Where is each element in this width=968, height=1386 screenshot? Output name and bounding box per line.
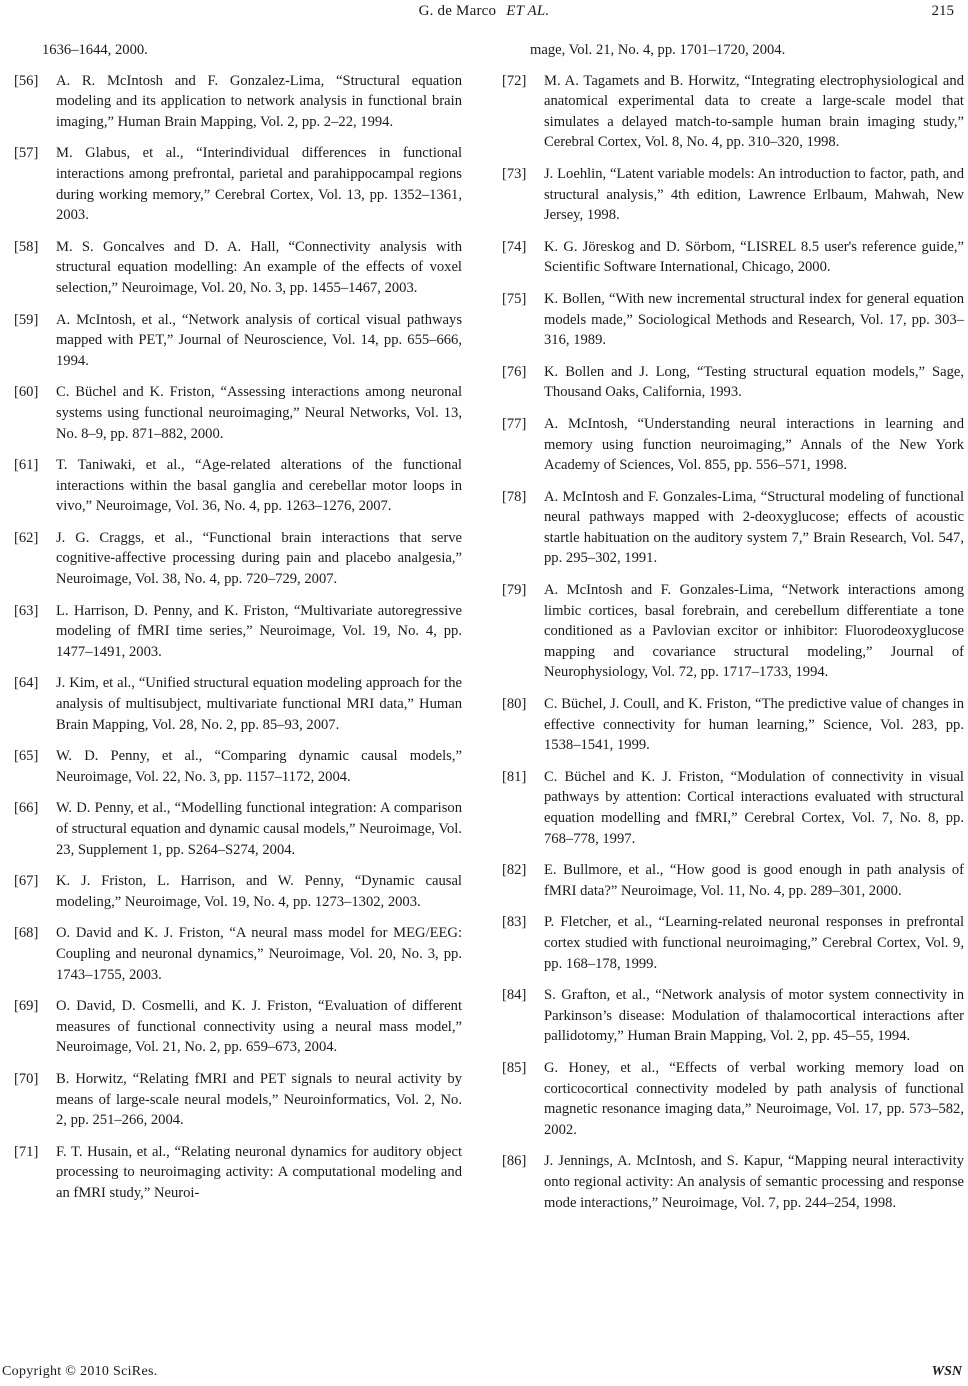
reference-number: [61] xyxy=(14,457,39,474)
reference-number: [73] xyxy=(502,165,527,182)
reference-number: [78] xyxy=(502,488,527,505)
reference-entry xyxy=(14,237,462,299)
reference-number: [70] xyxy=(14,1070,39,1087)
reference-entry xyxy=(502,694,964,756)
reference-text: C. Büchel and K. Friston, “Assessing interactions among neuronal systems using functional neuroimaging,” Neural Networks, Vol. 13, No. 8–9, pp. 871–882, 2000. xyxy=(56,384,462,442)
reference-entry xyxy=(502,71,964,153)
reference-number: [81] xyxy=(502,768,527,785)
reference-entry xyxy=(502,414,964,476)
reference-number: [75] xyxy=(502,290,527,307)
reference-number: [76] xyxy=(502,363,527,380)
reference-entry xyxy=(502,362,964,403)
page-footer xyxy=(0,1362,968,1384)
reference-number: [68] xyxy=(14,925,39,942)
reference-number xyxy=(502,40,530,61)
reference-entry xyxy=(502,289,964,351)
copyright-notice: Copyright © 2010 SciRes. xyxy=(2,1364,158,1379)
reference-number: [85] xyxy=(502,1059,527,1076)
reference-text: A. R. McIntosh and F. Gonzalez-Lima, “Structural equation modeling and its application to network analysis in functional brain imaging,” Human Brain Mapping, Vol. 2, pp. 2–22, 1994. xyxy=(56,72,462,130)
reference-number: [66] xyxy=(14,800,39,817)
reference-entry xyxy=(14,871,462,912)
reference-text: J. Loehlin, “Latent variable models: An introduction to factor, path, and structural analysis,” 4th edition, Lawrence Erlbaum, Mahwah, New Jersey, 1998. xyxy=(544,165,964,224)
reference-entry xyxy=(502,912,964,974)
reference-text: J. Jennings, A. McIntosh, and S. Kapur, “Mapping neural interactivity onto regional activity: An analysis of semantic processing and response mode interactions,” Neuroimage, Vol. 7, pp. 244–254, 1998. xyxy=(544,1153,964,1211)
reference-text: J. G. Craggs, et al., “Functional brain interactions that serve cognitive-affective processing during pain and placebo analgesia,” Neuroimage, Vol. 38, No. 4, pp. 720–729, 2007. xyxy=(56,529,462,588)
reference-number xyxy=(14,40,42,61)
reference-number: [86] xyxy=(502,1153,527,1170)
reference-text: A. McIntosh and F. Gonzales-Lima, “Structural modeling of functional neural pathways mapped with 2-deoxyglucose; effects of acoustic startle habituation on the auditory system 7,” Brain Research, Vol. 547, pp. 295–302, 1991. xyxy=(544,488,964,567)
reference-text: A. McIntosh, “Understanding neural interactions in learning and memory using function neuroimaging,” Annals of the New York Academy of Sciences, Vol. 855, pp. 556–571, 1998. xyxy=(544,415,964,474)
reference-text: K. G. Jöreskog and D. Sörbom, “LISREL 8.5 user's reference guide,” Scientific Software International, Chicago, 2000. xyxy=(544,238,964,276)
reference-number: [83] xyxy=(502,914,527,931)
reference-entry xyxy=(14,71,462,133)
reference-text: J. Kim, et al., “Unified structural equation modeling approach for the analysis of multisubject, multivariate functional MRI data,” Human Brain Mapping, Vol. 28, No. 2, pp. 85–93, 2007. xyxy=(56,675,462,733)
reference-entry xyxy=(14,382,462,444)
reference-number: [65] xyxy=(14,748,39,765)
reference-number: [57] xyxy=(14,145,39,162)
reference-number: [74] xyxy=(502,238,527,255)
reference-text: W. D. Penny, et al., “Modelling functional integration: A comparison of structural equation and dynamic causal models,” Neuroimage, Vol. 23, Supplement 1, pp. S264–S274, 2004. xyxy=(56,800,462,858)
reference-entry xyxy=(14,746,462,787)
reference-number: [80] xyxy=(502,696,527,713)
reference-text: S. Grafton, et al., “Network analysis of motor system connectivity in Parkinson’s disease: Modulation of thalamocortical interactions after pallidotomy,” Human Brain Mapping, Vol. 2, pp. 45–55, 1994. xyxy=(544,987,964,1045)
reference-entry xyxy=(14,798,462,860)
reference-entry xyxy=(14,40,462,61)
reference-entry xyxy=(14,1069,462,1131)
reference-number: [60] xyxy=(14,384,39,401)
reference-text: O. David, D. Cosmelli, and K. J. Friston, “Evaluation of different measures of functional connectivity using a neural mass model,” Neuroimage, Vol. 21, No. 2, pp. 659–673, 2004. xyxy=(56,998,462,1056)
reference-number: [84] xyxy=(502,987,527,1004)
reference-entry xyxy=(502,767,964,849)
reference-entry xyxy=(14,601,462,663)
reference-entry xyxy=(502,40,964,61)
reference-text: M. Glabus, et al., “Interindividual differences in functional interactions among prefrontal, parietal and parahippocampal regions during working memory,” Cerebral Cortex, Vol. 13, pp. 1352–1361, 2003. xyxy=(56,145,462,224)
reference-number: [82] xyxy=(502,862,527,879)
reference-entry xyxy=(502,237,964,278)
reference-number: [69] xyxy=(14,998,39,1015)
reference-text: C. Büchel and K. J. Friston, “Modulation of connectivity in visual pathways by attention: Cortical interactions evaluated with structural equation modelling and fMRI,” Cerebral Cortex, Vol. 7, No. 8, pp. 768–778, 1997. xyxy=(544,768,964,847)
reference-text: 1636–1644, 2000. xyxy=(42,42,148,58)
journal-abbreviation: WSN xyxy=(931,1364,962,1379)
reference-text: mage, Vol. 21, No. 4, pp. 1701–1720, 2004. xyxy=(530,42,786,58)
reference-text: O. David and K. J. Friston, “A neural mass model for MEG/EEG: Coupling and neuronal dynamics,” Neuroimage, Vol. 20, No. 3, pp. 1743–1755, 2003. xyxy=(56,925,462,983)
reference-entry xyxy=(502,1151,964,1213)
reference-number: [71] xyxy=(14,1143,39,1160)
reference-text: B. Horwitz, “Relating fMRI and PET signals to neural activity by means of large-scale neural models,” Neuroinformatics, Vol. 2, No. 2, pp. 251–266, 2004. xyxy=(56,1070,462,1129)
reference-number: [56] xyxy=(14,72,39,89)
reference-number: [63] xyxy=(14,602,39,619)
reference-entry xyxy=(502,580,964,683)
reference-number: [67] xyxy=(14,873,39,890)
reference-entry xyxy=(502,164,964,226)
references-left-column xyxy=(14,40,462,1215)
page-number: 215 xyxy=(931,3,954,19)
running-head xyxy=(0,0,968,22)
reference-number: [79] xyxy=(502,582,527,599)
reference-entry xyxy=(14,996,462,1058)
reference-number: [58] xyxy=(14,238,39,255)
reference-entry xyxy=(14,923,462,985)
reference-entry xyxy=(14,528,462,590)
reference-text: F. T. Husain, et al., “Relating neuronal dynamics for auditory object processing to neuroimaging activity: A computational modeling and an fMRI study,” Neuroi- xyxy=(56,1143,462,1201)
reference-text: K. Bollen, “With new incremental structural index for general equation models made,” Sociological Methods and Research, Vol. 17, pp. 303–316, 1989. xyxy=(544,290,964,349)
reference-entry xyxy=(14,455,462,517)
reference-number: [59] xyxy=(14,311,39,328)
reference-entry xyxy=(14,673,462,735)
reference-number: [72] xyxy=(502,72,527,89)
reference-entry xyxy=(14,143,462,225)
running-head-etal: ET AL. xyxy=(506,3,550,19)
reference-text: M. S. Goncalves and D. A. Hall, “Connectivity analysis with structural equation modelling: An example of the effects of voxel selection,” Neuroimage, Vol. 20, No. 3, pp. 1455–1467, 2003. xyxy=(56,238,462,296)
reference-text: L. Harrison, D. Penny, and K. Friston, “Multivariate autoregressive modeling of fMRI time series,” Neuroimage, Vol. 19, No. 4, pp. 1477–1491, 2003. xyxy=(56,602,462,660)
reference-text: T. Taniwaki, et al., “Age-related alterations of the functional interactions within the basal ganglia and cerebellar motor loops in vivo,” Neuroimage, Vol. 36, No. 4, pp. 1263–1276, 2007. xyxy=(56,457,462,515)
page-header xyxy=(0,0,968,26)
reference-text: G. Honey, et al., “Effects of verbal working memory load on corticocortical connectivity modeled by path analysis of functional magnetic resonance imaging data,” Neuroimage, Vol. 17, pp. 573–582, 2002. xyxy=(544,1059,964,1138)
reference-number: [62] xyxy=(14,529,39,546)
reference-number: [64] xyxy=(14,675,39,692)
reference-number: [77] xyxy=(502,415,527,432)
reference-text: M. A. Tagamets and B. Horwitz, “Integrating electrophysiological and anatomical experimental data to create a large-scale model that simulates a delayed match-to-sample human brain imaging study,” Cerebral Cortex, Vol. 8, No. 4, pp. 310–320, 1998. xyxy=(544,72,964,151)
reference-text: A. McIntosh and F. Gonzales-Lima, “Network interactions among limbic cortices, basal forebrain, and cerebellum differentiate a tone conditioned as a Pavlovian excitor or inhibitor: Fluorodeoxyglucose mapping and covariance structural modeling,” Journal of Neurophysiology, Vol. 72, pp. 1717–1733, 1994. xyxy=(544,582,964,681)
reference-entry xyxy=(502,860,964,901)
reference-text: W. D. Penny, et al., “Comparing dynamic causal models,” Neuroimage, Vol. 22, No. 3, pp. 1157–1172, 2004. xyxy=(56,748,462,785)
reference-entry xyxy=(502,985,964,1047)
reference-text: K. J. Friston, L. Harrison, and W. Penny, “Dynamic causal modeling,” Neuroimage, Vol. 19, No. 4, pp. 1273–1302, 2003. xyxy=(56,873,462,910)
reference-entry xyxy=(502,487,964,569)
running-head-author: G. de Marco xyxy=(418,3,497,19)
reference-entry xyxy=(14,310,462,372)
reference-text: E. Bullmore, et al., “How good is good enough in path analysis of fMRI data?” Neuroimage, Vol. 11, No. 4, pp. 289–301, 2000. xyxy=(544,862,964,899)
reference-text: K. Bollen and J. Long, “Testing structural equation models,” Sage, Thousand Oaks, California, 1993. xyxy=(544,363,964,401)
reference-text: A. McIntosh, et al., “Network analysis of cortical visual pathways mapped with PET,” Journal of Neuroscience, Vol. 14, pp. 655–666, 1994. xyxy=(56,311,462,369)
references-right-column xyxy=(502,40,964,1224)
reference-entry xyxy=(14,1142,462,1204)
reference-entry xyxy=(502,1058,964,1140)
reference-text: P. Fletcher, et al., “Learning-related neuronal responses in prefrontal cortex studied with functional neuroimaging,” Cerebral Cortex, Vol. 9, pp. 168–178, 1999. xyxy=(544,914,964,972)
reference-text: C. Büchel, J. Coull, and K. Friston, “The predictive value of changes in effective connectivity for human learning,” Science, Vol. 283, pp. 1538–1541, 1999. xyxy=(544,696,964,754)
